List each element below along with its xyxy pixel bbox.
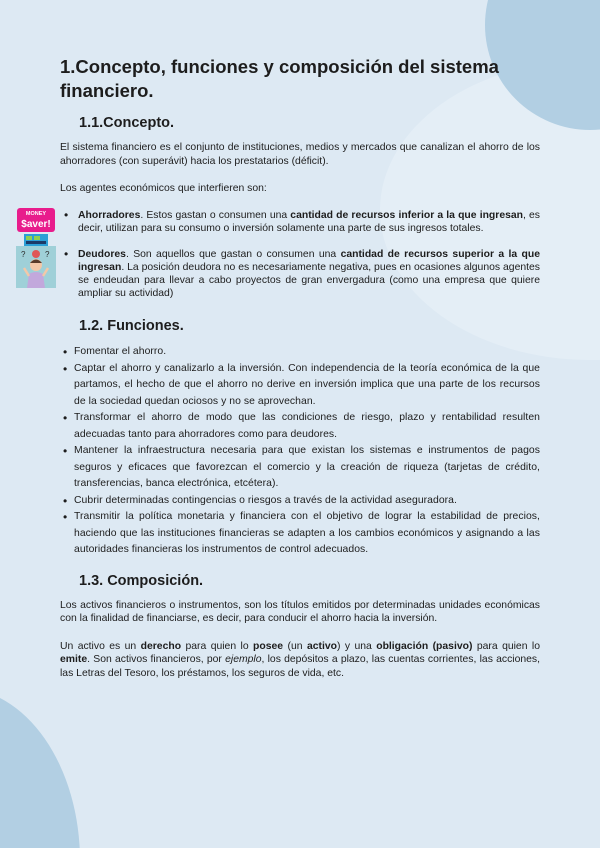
list-item: • Captar el ahorro y canalizarlo a la inversión. Con independencia de la teoría económica de la que partamos, el hecho de que el ahorro no derive en inversión implica que una parte de los recursos de la sociedad quedan ociosos y no se aprovechan. <box>60 361 540 411</box>
agent-ahorradores: • MONEY $aver! Ahorradores. Estos gastan o consumen una cantidad de recursos inferior a la que ingresan, es decir, utilizan para su consumo o inversión solamente una parte de sus ingresos totales. <box>60 209 540 235</box>
agent-deudores: • ? ? Deudores. Son aquellos que gastan o consumen una cantidad de recursos superior a la que ingresan. La posición deudora no es necesariamente negativa, pues en ocasiones algunos agentes se endeudan para llevar a cabo proyectos de gran envergadura (como una empresa que quiere ampliar su actividad) <box>60 248 540 300</box>
worried-person-icon <box>16 246 56 288</box>
agent-deudores-name: Deudores <box>78 249 126 260</box>
paragraph-activos-financieros: Los activos financieros o instrumentos, son los títulos emitidos por determinadas unidades económicas con la finalidad de financiarse, es decir, para conducir el ahorro hacia la inversión. <box>60 599 540 624</box>
list-item: • Cubrir determinadas contingencias o riesgos a través de la actividad aseguradora. <box>60 493 540 510</box>
section-heading-composicion: 1.3. Composición. <box>79 572 204 589</box>
list-item: • Fomentar el ahorro. <box>60 344 540 361</box>
saver-icon-text-top: • MONEY <box>25 211 47 217</box>
svg-text:?: • ? <box>21 250 26 259</box>
money-saver-icon <box>16 205 56 249</box>
document-body <box>21 55 541 694</box>
svg-text:?: ? <box>45 250 50 259</box>
list-item: • Transformar el ahorro de modo que las condiciones de riesgo, plazo y rentabilidad resulten adecuadas tanto para ahorradores como para deudores. <box>60 410 540 443</box>
page-title: 1.Concepto, funciones y composición del sistema financiero. <box>60 56 499 101</box>
paragraph-definicion: El sistema financiero es el conjunto de instituciones, medios y mercados que canalizan el ahorro de los ahorradores (con superávit) hacia los prestatarios (déficit). <box>60 142 540 167</box>
funciones-list <box>60 344 540 559</box>
list-item: • Transmitir la política monetaria y financiera con el objetivo de lograr la estabilidad de precios, haciendo que las instituciones financieras se adapten a los cambios económicos y asignando a las autoridades financieras los instrumentos de control adecuados. <box>60 509 540 559</box>
background-blob-bottom-left <box>0 688 80 848</box>
agents-list <box>21 209 541 300</box>
saver-icon-text-main: $aver! <box>21 219 51 230</box>
section-heading-concepto: 1.1.Concepto. <box>79 115 175 131</box>
paragraph-activo-definicion: Un activo es un derecho para quien lo posee (un activo) y una obligación (pasivo) para quien lo emite. Son activos financieros, por ejemplo, los depósitos a plazo, las cuentas corrientes, las acciones, las Letras del Tesoro, los préstamos, los seguros de vida, etc. <box>60 640 540 679</box>
paragraph-agentes: Los agentes económicos que interfieren son: <box>60 183 267 194</box>
agent-ahorradores-name: Ahorradores <box>78 210 141 221</box>
list-item: • Mantener la infraestructura necesaria para que existan los sistemas e instrumentos de pagos seguros y eficaces que favorezcan el comercio y la creación de riqueza (tarjetas de crédito, transferencias, banca electrónica, etcétera). <box>60 443 540 493</box>
section-heading-funciones: 1.2. Funciones. <box>79 318 184 334</box>
